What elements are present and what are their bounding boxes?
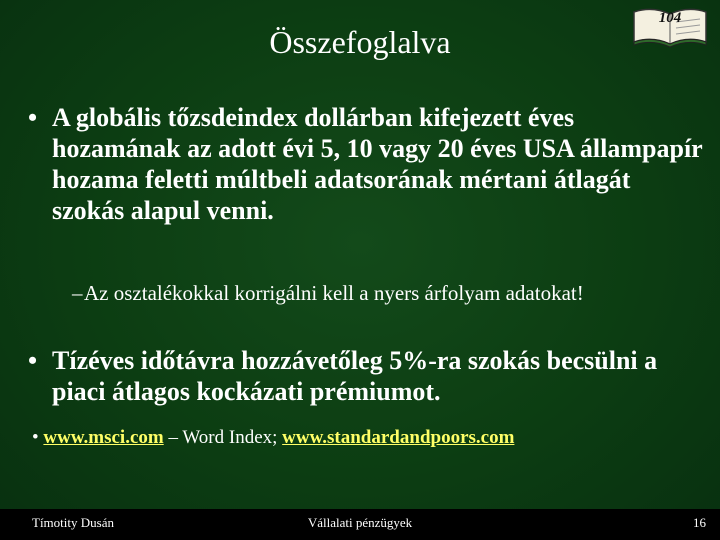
bullet-dot: • (28, 103, 38, 132)
msci-link[interactable]: www.msci.com (43, 427, 164, 448)
book-icon (630, 4, 710, 48)
bullet-dot: • (28, 346, 38, 375)
links-middle-text: – Word Index; (163, 427, 283, 448)
sub-bullet-1-text: Az osztalékokkal korrigálni kell a nyers árfolyam adatokat! (84, 281, 584, 305)
footer-page-number: 16 (693, 515, 706, 530)
bullet-dot: • (32, 427, 39, 448)
bullet-1-text: A globális tőzsdeindex dollárban kifejezett éves hozamának az adott évi 5, 10 vagy 20 éves USA állampapír hozama feletti múltbeli adatsorának mértani átlagát szokás alapul venni. (52, 103, 703, 225)
bullet-1 (28, 102, 708, 226)
links-bullet (32, 427, 712, 449)
footer (0, 509, 720, 540)
standardandpoors-link[interactable]: www.standardandpoors.com (282, 427, 515, 448)
slide-number-badge: 104 (658, 10, 682, 26)
footer-author: Tímotity Dusán (32, 515, 114, 530)
bullet-2 (28, 345, 708, 407)
sub-bullet-1 (72, 279, 692, 307)
footer-course: Vállalati pénzügyek (307, 515, 413, 530)
slide-title: Összefoglalva (269, 24, 451, 60)
bullet-2-text: Tízéves időtávra hozzávetőleg 5%-ra szokás becsülni a piaci átlagos kockázati prémiumot. (52, 346, 658, 406)
sub-bullet-dash: – (72, 281, 83, 305)
